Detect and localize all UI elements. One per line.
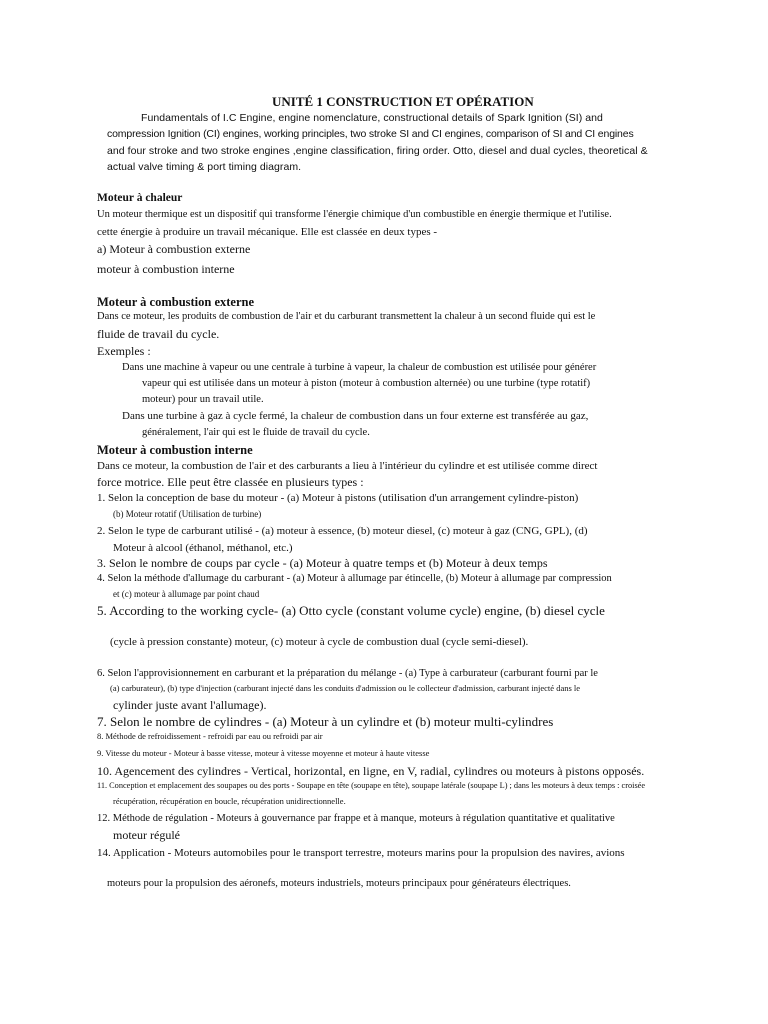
list-item: 9. Vitesse du moteur - Moteur à basse vitesse, moteur à vitesse moyenne et moteur à haute vitesse <box>97 748 430 758</box>
list-item: 3. Selon le nombre de coups par cycle - (a) Moteur à quatre temps et (b) Moteur à deux temps <box>97 556 548 570</box>
intro-line: actual valve timing & port timing diagram. <box>107 161 302 173</box>
list-item: Dans une turbine à gaz à cycle fermé, la chaleur de combustion dans un four externe est transférée au gaz, <box>122 410 589 422</box>
list-item-continued: moteur) pour un travail utile. <box>142 394 264 405</box>
body-line: Dans ce moteur, les produits de combustion de l'air et du carburant transmettent la chaleur à un second fluide qui est le <box>97 311 596 322</box>
list-item: 12. Méthode de régulation - Moteurs à gouvernance par frappe et à manque, moteurs à régulation quantitative et qualitative <box>97 813 615 824</box>
list-item: 14. Application - Moteurs automobiles pour le transport terrestre, moteurs marins pour la propulsion des navires, avions <box>97 847 625 859</box>
list-item-continued: (a) carburateur), (b) type d'injection (carburant injecté dans les conduits d'admission ou le collecteur d'admission, carburant injecté dans le <box>110 683 581 693</box>
body-line: moteur à combustion interne <box>97 262 235 276</box>
body-line: Exemples : <box>97 344 151 358</box>
body-line: Dans ce moteur, la combustion de l'air et des carburants a lieu à l'intérieur du cylindre et est utilisée comme direct <box>97 460 598 472</box>
list-item-continued: récupération, récupération en boucle, récupération unidirectionnelle. <box>113 796 346 806</box>
body-line: a) Moteur à combustion externe <box>97 242 251 256</box>
list-item: 11. Conception et emplacement des soupapes ou des ports - Soupape en tête (soupape en tête), soupape latérale (soupape L) ; dans les moteurs à deux temps : croisée <box>97 781 646 790</box>
list-item: 2. Selon le type de carburant utilisé - (a) moteur à essence, (b) moteur diesel, (c) moteur à gaz (CNG, GPL), (d) <box>97 525 588 537</box>
list-item: 6. Selon l'approvisionnement en carburant et la préparation du mélange - (a) Type à carburateur (carburant fourni par le <box>97 668 598 679</box>
section-heading: Moteur à chaleur <box>97 192 183 204</box>
list-item-continued: Moteur à alcool (éthanol, méthanol, etc.) <box>113 542 293 554</box>
list-item-continued: généralement, l'air qui est le fluide de travail du cycle. <box>142 427 370 438</box>
list-item: 10. Agencement des cylindres - Vertical, horizontal, en ligne, en V, radial, cylindres ou moteurs à pistons opposés. <box>97 764 645 778</box>
list-item-continued: cylinder juste avant l'allumage). <box>113 698 267 712</box>
list-item-continued: (b) Moteur rotatif (Utilisation de turbine) <box>113 509 262 519</box>
list-item-continued: (cycle à pression constante) moteur, (c) moteur à cycle de combustion dual (cycle semi-diesel). <box>110 636 529 648</box>
list-item: 5. According to the working cycle- (a) Otto cycle (constant volume cycle) engine, (b) diesel cycle <box>97 603 605 618</box>
list-item-continued: vapeur qui est utilisée dans un moteur à piston (moteur à combustion alternée) ou une turbine (type rotatif) <box>142 378 591 389</box>
list-item: 1. Selon la conception de base du moteur - (a) Moteur à pistons (utilisation d'un arrangement cylindre-piston) <box>97 492 579 504</box>
list-item-continued: moteur régulé <box>113 828 180 842</box>
body-line: force motrice. Elle peut être classée en plusieurs types : <box>97 475 364 489</box>
body-line: Un moteur thermique est un dispositif qui transforme l'énergie chimique d'un combustible en énergie thermique et l'utilise. <box>97 209 612 220</box>
list-item: 4. Selon la méthode d'allumage du carburant - (a) Moteur à allumage par étincelle, (b) Moteur à allumage par compression <box>97 573 612 584</box>
list-item: Dans une machine à vapeur ou une centrale à turbine à vapeur, la chaleur de combustion est utilisée pour générer <box>122 362 597 373</box>
body-line: cette énergie à produire un travail mécanique. Elle est classée en deux types - <box>97 226 438 238</box>
list-item-continued: et (c) moteur à allumage par point chaud <box>113 589 260 599</box>
intro-line: and four stroke and two stroke engines ,engine classification, firing order. Otto, diesel and dual cycles, theoretical & <box>107 145 648 157</box>
intro-line: compression Ignition (CI) engines, working principles, two stroke SI and CI engines, comparison of SI and CI engines <box>107 128 634 140</box>
body-line: fluide de travail du cycle. <box>97 327 220 341</box>
list-item-continued: moteurs pour la propulsion des aéronefs, moteurs industriels, moteurs principaux pour générateurs électriques. <box>107 878 571 889</box>
intro-line: Fundamentals of I.C Engine, engine nomenclature, constructional details of Spark Ignition (SI) and <box>141 112 603 124</box>
page-title: UNITÉ 1 CONSTRUCTION ET OPÉRATION <box>272 94 534 109</box>
section-heading: Moteur à combustion externe <box>97 295 255 309</box>
list-item: 8. Méthode de refroidissement - refroidi par eau ou refroidi par air <box>97 731 323 741</box>
list-item: 7. Selon le nombre de cylindres - (a) Moteur à un cylindre et (b) moteur multi-cylindres <box>97 714 554 729</box>
section-heading: Moteur à combustion interne <box>97 443 253 457</box>
